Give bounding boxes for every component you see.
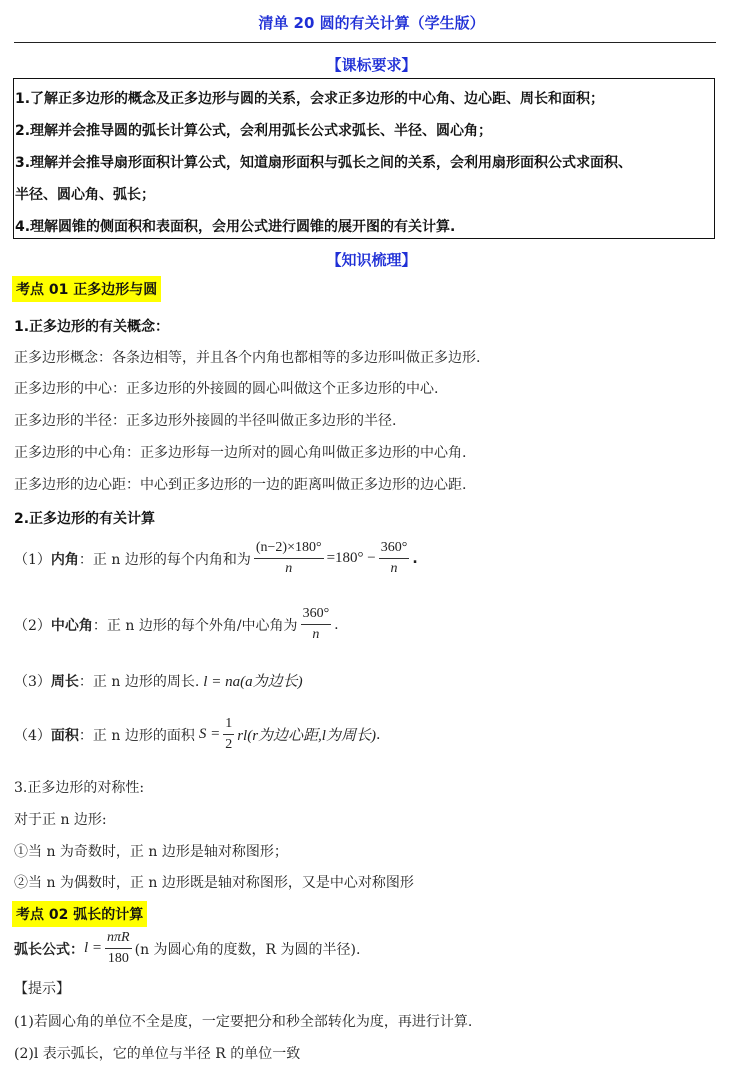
formula-text: ：正 n 边形的每个内角和为 [78,551,251,568]
formula-key: 弧长公式： [14,941,84,958]
requirements-box [13,78,715,239]
perimeter-formula: l = na(a为边长) [203,674,303,690]
formula-arc-length [14,930,360,967]
knowledge-heading: 【知识梳理】 [326,251,417,269]
requirements-heading: 【课标要求】 [326,56,417,74]
formula-key: 中心角 [50,617,93,634]
formula-text: ：正 n 边形的周长. [78,673,200,690]
kp2-label: 考点 02 弧长的计算 [12,901,147,927]
area-rhs: rl(r为边心距,l为周长) [237,728,376,744]
formula-index: （1） [14,551,51,568]
fraction-numerator: nπR [105,930,132,949]
concept-line: 正多边形的边心距：中心到正多边形的一边的距离叫做正多边形的边心距. [14,477,467,493]
fraction-denominator: n [390,561,398,576]
formula-index: （2） [14,617,51,634]
tip-heading: 【提示】 [14,981,70,997]
kp1-label: 考点 01 正多边形与圆 [12,276,161,302]
formula-end: . [334,616,339,633]
fraction-numerator: 360° [301,606,332,625]
symmetry-line: ①当 n 为奇数时，正 n 边形是轴对称图形； [14,844,288,860]
formula-central-angle [14,606,339,643]
tip-line: (2)l 表示弧长，它的单位与半径 R 的单位一致 [14,1046,301,1062]
concept-line: 正多边形概念：各条边相等，并且各个内角也都相等的多边形叫做正多边形. [14,350,481,366]
area-lhs: S = [198,726,221,742]
fraction [105,930,132,967]
fraction [223,716,234,753]
fraction-numerator: 360° [379,540,410,559]
kp1-subheading: 1.正多边形的有关概念： [14,319,170,335]
fraction-numerator: (n−2)×180° [254,540,324,559]
concept-line: 正多边形的半径：正多边形外接圆的半径叫做正多边形的半径. [14,413,397,429]
title-divider [14,42,716,43]
formula-text: ：正 n 边形的每个外角/中心角为 [92,617,298,634]
formula-key: 内角 [50,551,79,568]
formula-area [14,716,380,753]
arc-description: (n 为圆心角的度数，R 为圆的半径). [134,941,361,958]
fraction-denominator: n [312,627,320,642]
fraction-denominator: n [285,561,293,576]
fraction [254,540,324,577]
kp1-subheading: 2.正多边形的有关计算 [14,511,156,527]
concept-line: 正多边形的中心角：正多边形每一边所对的圆心角叫做正多边形的中心角. [14,445,467,461]
fraction [301,606,332,643]
concept-line: 正多边形的中心：正多边形的外接圆的圆心叫做这个正多边形的中心. [14,381,439,397]
formula-key: 面积 [50,727,79,744]
kp1-subheading: 3.正多边形的对称性: [14,780,145,796]
tip-line: (1)若圆心角的单位不全是度，一定要把分和秒全部转化为度，再进行计算. [14,1014,473,1030]
formula-index: （3） [14,673,51,690]
formula-end: . [375,726,381,743]
requirement-line: 4.理解圆锥的侧面积和表面积，会用公式进行圆锥的展开图的有关计算. [15,219,456,235]
symmetry-intro: 对于正 n 边形: [14,812,107,828]
fraction [379,540,410,577]
requirement-line: 2.理解并会推导圆的弧长计算公式，会利用弧长公式求弧长、半径、圆心角； [15,123,493,139]
fraction-numerator: 1 [223,716,234,735]
requirement-line: 半径、圆心角、弧长； [15,187,155,203]
symmetry-line: ②当 n 为偶数时，正 n 边形既是轴对称图形，又是中心对称图形 [14,875,414,891]
formula-key: 周长 [50,673,79,690]
formula-equals: =180° − [326,550,376,566]
formula-end: . [412,550,418,567]
page-title: 清单 20 圆的有关计算（学生版） [258,14,485,32]
formula-text: ：正 n 边形的面积 [78,727,195,744]
fraction-denominator: 180 [107,951,129,966]
arc-lhs: l = [84,940,103,956]
fraction-denominator: 2 [225,737,233,752]
formula-perimeter [14,670,303,691]
formula-interior-angle [14,540,418,577]
requirement-line: 1.了解正多边形的概念及正多边形与圆的关系，会求正多边形的中心角、边心距、周长和面积； [15,91,605,107]
formula-index: （4） [14,727,51,744]
requirement-line: 3.理解并会推导扇形面积计算公式，知道扇形面积与弧长之间的关系，会利用扇形面积公式求面积、 [15,155,633,171]
